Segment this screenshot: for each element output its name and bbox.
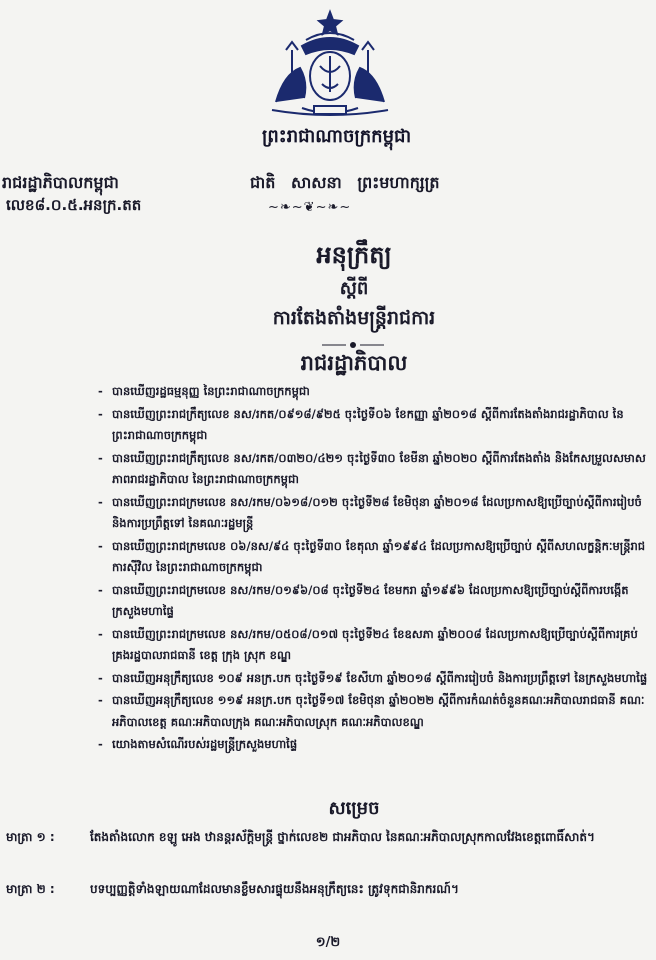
document-type: អនុក្រឹត្យ [316, 241, 392, 269]
citation-list [98, 381, 650, 757]
article-2 [6, 878, 646, 901]
citation-item: - បានឃើញរដ្ឋធម្មនុញ្ញ នៃព្រះរាជាណាចក្រកម្ពុជា [98, 384, 310, 398]
citation-item: - បានឃើញព្រះរាជក្រមលេខ នស/រកម/០៦១៨/០១២ ចុះថ្ងៃទី២៨ ខែមិថុនា ឆ្នាំ២០១៨ ដែលប្រកាសឱ្យប្រើច្បាប់ស្តីពីការរៀបចំ និងការប្រព្រឹត្តទៅ នៃគណៈរដ្ឋមន្ត្រី [98, 494, 642, 530]
ornamental-rule-icon [320, 340, 386, 350]
national-motto: ជាតិ សាសនា ព្រះមហាក្សត្រ [250, 173, 440, 192]
article-text: តែងតាំងលោក ខឡូ អេង ឋានន្តរស័ក្តិមន្ត្រី ថ្នាក់លេខ២ ជាអភិបាល នៃគណៈអភិបាលស្រុកកាលវែងខេត្តពោធិ៍សាត់។ [90, 830, 595, 844]
citation-item: - បានឃើញព្រះរាជក្រមលេខ នស/រកម/០៥០៨/០១៧ ចុះថ្ងៃទី២៤ ខែឧសភា ឆ្នាំ២០០៨ ដែលប្រកាសឱ្យប្រើច្បាប់ស្តីពីការគ្រប់គ្រងរដ្ឋបាលរាជធានី ខេត្ត ក្រុង ស្រុក ខណ្ឌ [98, 626, 638, 662]
issuer-name: រាជរដ្ឋាភិបាលកម្ពុជា [2, 173, 119, 192]
decision-heading: សម្រេច [328, 798, 380, 819]
citation-item: - បានឃើញព្រះរាជក្រឹត្យលេខ នស/រកត/០៩១៨/៩២៥ ចុះថ្ងៃទី០៦ ខែកញ្ញា ឆ្នាំ២០១៨ ស្តីពីការតែងតាំងរាជរដ្ឋាភិបាល នៃព្រះរាជាណាចក្រកម្ពុជា [98, 406, 624, 442]
citation-item: - បានឃើញព្រះរាជក្រឹត្យលេខ នស/រកត/០៣២០/៤២១ ចុះថ្ងៃទី៣០ ខែមីនា ឆ្នាំ២០២០ ស្តីពីការតែងតាំង និងកែសម្រួលសមាសភាពរាជរដ្ឋាភិបាល នៃព្រះរាជាណាចក្រកម្ពុជា [98, 450, 646, 486]
article-label: មាត្រា ២ : [6, 882, 55, 896]
citation-item: - បានឃើញព្រះរាជក្រមលេខ នស/រកម/០១៩៦/០៨ ចុះថ្ងៃទី២៤ ខែមករា ឆ្នាំ១៩៩៦ ដែលប្រកាសឱ្យប្រើច្បាប់ស្តីពីការបង្កើតក្រសួងមហាផ្ទៃ [98, 582, 629, 618]
document-subject: ការតែងតាំងមន្ត្រីរាជការ [272, 307, 436, 329]
royal-coat-of-arms-icon [262, 6, 398, 122]
article-1 [6, 826, 646, 849]
kingdom-heading: ព្រះរាជាណាចក្រកម្ពុជា [262, 126, 412, 147]
article-label: មាត្រា ១ : [6, 830, 55, 844]
issuing-body-heading: រាជរដ្ឋាភិបាល [300, 351, 408, 375]
reference-number: លេខ៨.០.៥.អនក្រ.តត [6, 196, 142, 214]
citation-item: - បានឃើញអនុក្រឹត្យលេខ ១១៩ អនក្រ.បក ចុះថ្ងៃទី១៧ ខែមិថុនា ឆ្នាំ២០២២ ស្តីពីការកំណត់ចំនួនគណៈអភិបាលរាជធានី គណៈអភិបាលខេត្ត គណៈអភិបាលក្រុង គណៈអភិបាលស្រុក គណៈអភិបាលខណ្ឌ [98, 693, 645, 729]
ornament-divider: ~❧~❦~❧~ [268, 200, 352, 215]
article-text: បទប្បញ្ញត្តិទាំងឡាយណាដែលមានខ្លឹមសារផ្ទុយនឹងអនុក្រឹត្យនេះ ត្រូវទុកជានិរាករណ៍។ [90, 882, 459, 896]
citation-item: - យោងតាមសំណើរបស់រដ្ឋមន្ត្រីក្រសួងមហាផ្ទៃ [98, 737, 298, 751]
about-label: ស្តីពី [339, 278, 369, 299]
citation-item: - បានឃើញអនុក្រឹត្យលេខ ១០៩ អនក្រ.បក ចុះថ្ងៃទី១៩ ខែសីហា ឆ្នាំ២០១៨ ស្តីពីការរៀបចំ និងការប្រព្រឹត្តទៅ នៃក្រសួងមហាផ្ទៃ [98, 670, 648, 685]
citation-item: - បានឃើញព្រះរាជក្រមលេខ ០៦/នស/៩៤ ចុះថ្ងៃទី៣០ ខែតុលា ឆ្នាំ១៩៩៤ ដែលប្រកាសឱ្យប្រើច្បាប់ ស្តីពីសហលក្ខន្តិកៈមន្ត្រីរាជការស៊ីវិល នៃព្រះរាជាណាចក្រកម្ពុជា [98, 538, 646, 574]
page-number: ១/២ [315, 935, 341, 950]
